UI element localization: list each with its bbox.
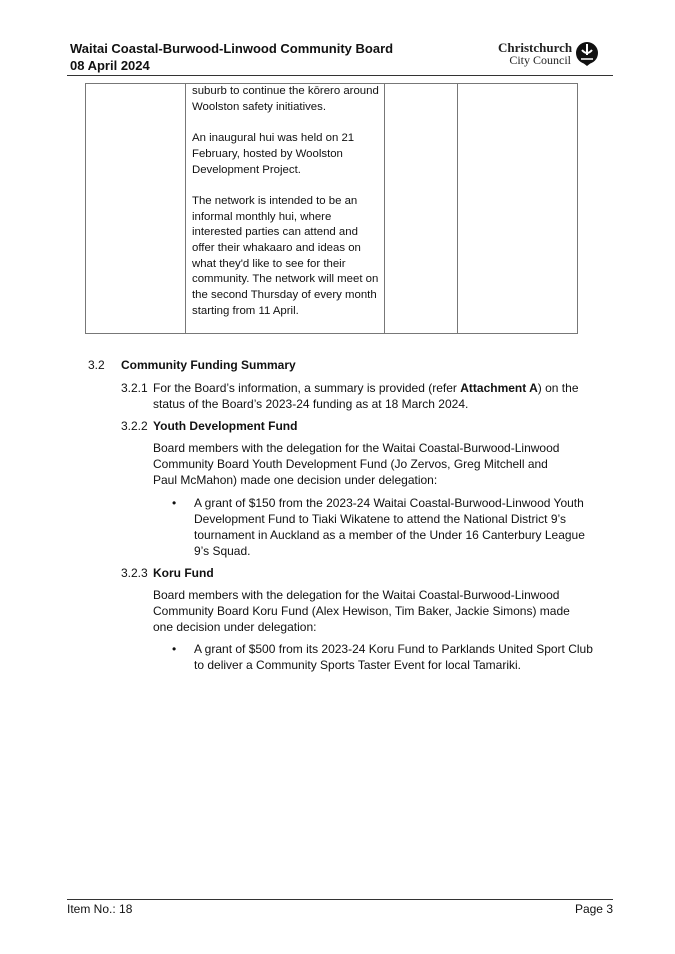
table-cell-description xyxy=(192,84,382,335)
section-title: Community Funding Summary xyxy=(121,358,296,372)
table-paragraph: The network is intended to be an informal monthly hui, where interested parties can attend and offer their whakaaro and ideas on what they'd like to see for their community. The network will meet on the second Thursday of every month starting from 11 April. xyxy=(192,194,379,317)
subsection-text xyxy=(153,380,613,412)
bullet-text: A grant of $500 from its 2023-24 Koru Fund to Parklands United Sport Club to deliver a Community Sports Taster Event for local Tamariki. xyxy=(194,642,593,672)
text-run: ) on the status of the Board’s 2023-24 funding as at 18 March 2024. xyxy=(153,381,579,411)
subsection-number: 3.2.1 xyxy=(121,381,148,395)
attachment-reference: Attachment A xyxy=(460,381,538,395)
table-paragraph: suburb to continue the kōrero around Woolston safety initiatives. xyxy=(192,85,379,113)
subsection-text: Board members with the delegation for the Waitai Coastal-Burwood-Linwood Community Board Koru Fund (Alex Hewison, Tim Baker, Jackie Simons) made one decision under delegation: xyxy=(153,588,570,634)
subsection-title: Koru Fund xyxy=(153,566,214,580)
page-number: Page 3 xyxy=(574,902,613,916)
table-divider xyxy=(384,84,385,333)
table-paragraph: An inaugural hui was held on 21 February, hosted by Woolston Development Project. xyxy=(192,132,355,176)
text-run: For the Board’s information, a summary is provided (refer xyxy=(153,381,461,395)
table-divider xyxy=(457,84,458,333)
subsection-title: Youth Development Fund xyxy=(153,419,298,433)
item-number: Item No.: 18 xyxy=(67,902,133,916)
board-title: Waitai Coastal-Burwood-Linwood Community Board xyxy=(70,41,394,56)
logo-emblem-icon xyxy=(574,41,600,67)
section-number: 3.2 xyxy=(88,358,105,372)
table-divider xyxy=(185,84,186,333)
subsection-text: Board members with the delegation for the Waitai Coastal-Burwood-Linwood Community Board Youth Development Fund (Jo Zervos, Greg Mitchell and Paul McMahon) made one decision under delegation: xyxy=(153,441,560,487)
logo-line-2: City Council xyxy=(509,53,571,67)
header-rule xyxy=(67,75,613,76)
subsection-number: 3.2.2 xyxy=(121,419,148,433)
bullet-marker: • xyxy=(172,642,177,656)
subsection-number: 3.2.3 xyxy=(121,566,148,580)
council-logo xyxy=(498,41,602,69)
logo-line-1: Christchurch xyxy=(498,40,573,55)
meeting-date: 08 April 2024 xyxy=(70,58,150,73)
footer-rule xyxy=(67,899,613,900)
bullet-marker: • xyxy=(172,496,177,510)
bullet-text: A grant of $150 from the 2023-24 Waitai Coastal-Burwood-Linwood Youth Development Fund to Tiaki Wikatene to attend the National District 9’s tournament in Auckland as a member of the Under 16 Canterbury League 9’s Squad. xyxy=(194,496,585,558)
continued-table xyxy=(85,83,578,334)
